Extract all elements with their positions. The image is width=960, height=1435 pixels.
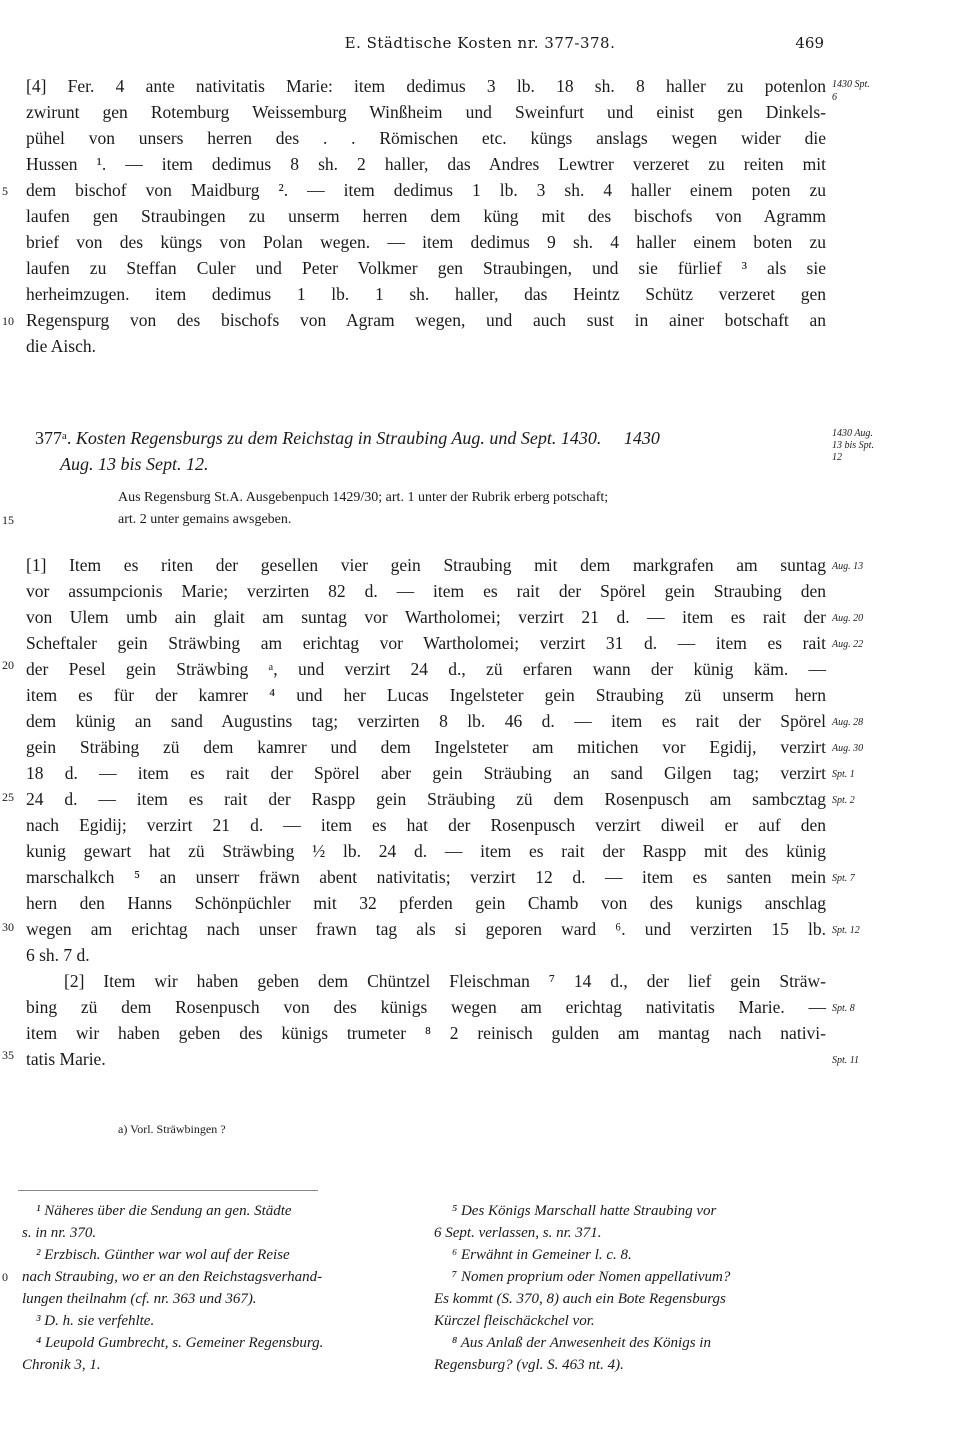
footnote-line: lungen theilnahm (cf. nr. 363 und 367). [22, 1291, 257, 1307]
margin-date: Aug. 20 [832, 613, 864, 624]
text-line: gein Sträbing zü dem kamrer und dem Ingelsteter am mitichen vor Egidij, verzirt [26, 737, 826, 757]
text-line: dem bischof von Maidburg ². — item dedimus 1 lb. 3 sh. 4 haller einem poten zu [26, 180, 826, 200]
text-line: laufen gen Straubingen zu unserm herren dem küng mit des bischofs von Agramm [26, 206, 826, 226]
footnote-line: Chronik 3, 1. [22, 1357, 101, 1373]
source-note: Aus Regensburg St.A. Ausgebenpuch 1429/30; art. 1 unter der Rubrik erberg potschaft; [118, 490, 609, 505]
text-line: bing zü dem Rosenpusch von des künigs wegen am erichtag nativitatis Marie. — [26, 997, 826, 1017]
footnote-line: ¹ Näheres über die Sendung an gen. Städte [36, 1203, 292, 1219]
footnote-line: Regensburg? (vgl. S. 463 nt. 4). [434, 1357, 624, 1373]
footnote-line: ⁷ Nomen proprium oder Nomen appellativum? [452, 1269, 731, 1285]
margin-date: Spt. 12 [832, 925, 860, 936]
text-line: dem künig an sand Augustins tag; verzirten 8 lb. 46 d. — item es rait der Spörel [26, 711, 826, 731]
margin-date: Aug. 28 [832, 717, 864, 728]
text-line: [4] Fer. 4 ante nativitatis Marie: item dedimus 3 lb. 18 sh. 8 haller zu potenlon [26, 76, 826, 96]
text-line: 18 d. — item es rait der Spörel aber gein Sträubing an sand Gilgen tag; verzirt [26, 763, 826, 783]
footnote-divider [18, 1190, 318, 1191]
footnote-line: ² Erzbisch. Günther war wol auf der Reise [36, 1247, 290, 1263]
text-line: vor assumpcionis Marie; verzirten 82 d. — item es rait der Spörel gein Straubing den [26, 581, 826, 601]
text-line: Regenspurg von des bischofs von Agram wegen, und auch sust in ainer botschaft an [26, 310, 826, 330]
header-title: E. Städtische Kosten nr. 377-378. [344, 34, 616, 52]
margin-date: 1430 Aug. 13 bis Spt. 12 [832, 428, 874, 463]
footnote-line: nach Straubing, wo er an den Reichstagsverhand- [22, 1269, 323, 1285]
margin-date: Spt. 7 [832, 873, 855, 884]
line-number: 35 [2, 1048, 14, 1062]
footnote-line: 6 Sept. verlassen, s. nr. 371. [434, 1225, 602, 1241]
text-line: herheimzugen. item dedimus 1 lb. 1 sh. haller, das Heintz Schütz verzeret gen [26, 284, 826, 304]
margin-date: Aug. 13 [832, 561, 864, 572]
text-line: 6 sh. 7 d. [26, 945, 90, 965]
margin-date: Aug. 30 [832, 743, 864, 754]
text-line: hern den Hanns Schönpüchler mit 32 pferden gein Chamb von des kunigs anschlag [26, 893, 826, 913]
line-number: 30 [2, 920, 14, 934]
footnote-line: ⁶ Erwähnt in Gemeiner l. c. 8. [452, 1247, 632, 1263]
text-line: tatis Marie. [26, 1049, 106, 1069]
margin-date: Aug. 22 [832, 639, 864, 650]
source-note: art. 2 unter gemains awsgeben. [118, 512, 292, 527]
footnote-line: ³ D. h. sie verfehlte. [36, 1313, 155, 1329]
section-heading [35, 428, 835, 449]
text-line: der Pesel gein Sträwbing ᵃ, und verzirt 24 d., zü erfaren wann der künig käm. — [26, 659, 826, 679]
text-line: laufen zu Steffan Culer und Peter Volkmer gen Straubingen, und sie fürlief ³ als sie [26, 258, 826, 278]
text-line: item es für der kamrer ⁴ und her Lucas Ingelsteter gein Straubing zü unserm hern [26, 685, 826, 705]
text-line: von Ulem umb ain glait am suntag vor Wartholomei; verzirt 21 d. — item es rait der [26, 607, 826, 627]
text-line: [2] Item wir haben geben dem Chüntzel Fleischman ⁷ 14 d., der lief gein Sträw- [64, 971, 826, 991]
text-line: wegen am erichtag nach unser frawn tag als si geporen ward ⁶. und verzirten 15 lb. [26, 919, 826, 939]
heading-date-range: Aug. 13 bis Sept. 12. [60, 454, 209, 474]
text-line: die Aisch. [26, 336, 96, 356]
heading-text: Kosten Regensburgs zu dem Reichstag in Straubing Aug. und Sept. 1430. [75, 428, 602, 448]
line-number: 20 [2, 658, 14, 672]
text-line: kunig gewart hat zü Sträwbing ½ lb. 24 d. — item es rait der Raspp mit des künig [26, 841, 826, 861]
margin-date: Spt. 8 [832, 1003, 855, 1014]
text-line: zwirunt gen Rotemburg Weissemburg Winßheim und Sweinfurt und einist gen Dinkels- [26, 102, 826, 122]
footnote-line: ⁵ Des Königs Marschall hatte Straubing vor [452, 1203, 717, 1219]
line-number: 10 [2, 314, 14, 328]
footnote-line: ⁴ Leupold Gumbrecht, s. Gemeiner Regensburg. [36, 1335, 324, 1351]
margin-date: Spt. 1 [832, 769, 855, 780]
text-line: nach Egidij; verzirt 21 d. — item es hat der Rosenpusch verzirt diweil er auf den [26, 815, 826, 835]
footnote-line: s. in nr. 370. [22, 1225, 97, 1241]
margin-date: Spt. 2 [832, 795, 855, 806]
line-number: 25 [2, 790, 14, 804]
margin-date: 1430 Spt. 6 [832, 79, 870, 103]
line-number: 5 [2, 184, 8, 198]
line-number: 0 [2, 1270, 8, 1284]
text-line: Scheftaler gein Sträwbing am erichtag vor Wartholomei; verzirt 31 d. — item es rait [26, 633, 826, 653]
footnote-line: ⁸ Aus Anlaß der Anwesenheit des Königs in [452, 1335, 711, 1351]
page-number: 469 [795, 34, 824, 52]
line-number: 15 [2, 513, 14, 527]
heading-number: 377ᵃ. [35, 428, 72, 448]
text-line: marschalkch ⁵ an unserr fräwn abent nativitatis; verzirt 12 d. — item es santen mein [26, 867, 826, 887]
text-line: [1] Item es riten der gesellen vier gein Straubing mit dem markgrafen am suntag [26, 555, 826, 575]
text-line: pühel von unsers herren des . . Römischen etc. küngs anslags wegen wider die [26, 128, 826, 148]
footnote-line: Kürczel fleischäckchel vor. [434, 1313, 595, 1329]
heading-date: 1430 [623, 428, 660, 448]
text-line: 24 d. — item es rait der Raspp gein Sträubing zü dem Rosenpusch am sambcztag [26, 789, 826, 809]
text-line: item wir haben geben des künigs trumeter ⁸ 2 reinisch gulden am mantag nach nativi- [26, 1023, 826, 1043]
text-line: brief von des küngs von Polan wegen. — item dedimus 9 sh. 4 haller einem boten zu [26, 232, 826, 252]
text-line: Hussen ¹. — item dedimus 8 sh. 2 haller, das Andres Lewtrer verzeret zu reiten mit [26, 154, 826, 174]
footnote-line: Es kommt (S. 370, 8) auch ein Bote Regensburgs [434, 1291, 726, 1307]
margin-date: Spt. 11 [832, 1055, 860, 1066]
textual-note: a) Vorl. Sträwbingen ? [118, 1122, 226, 1136]
